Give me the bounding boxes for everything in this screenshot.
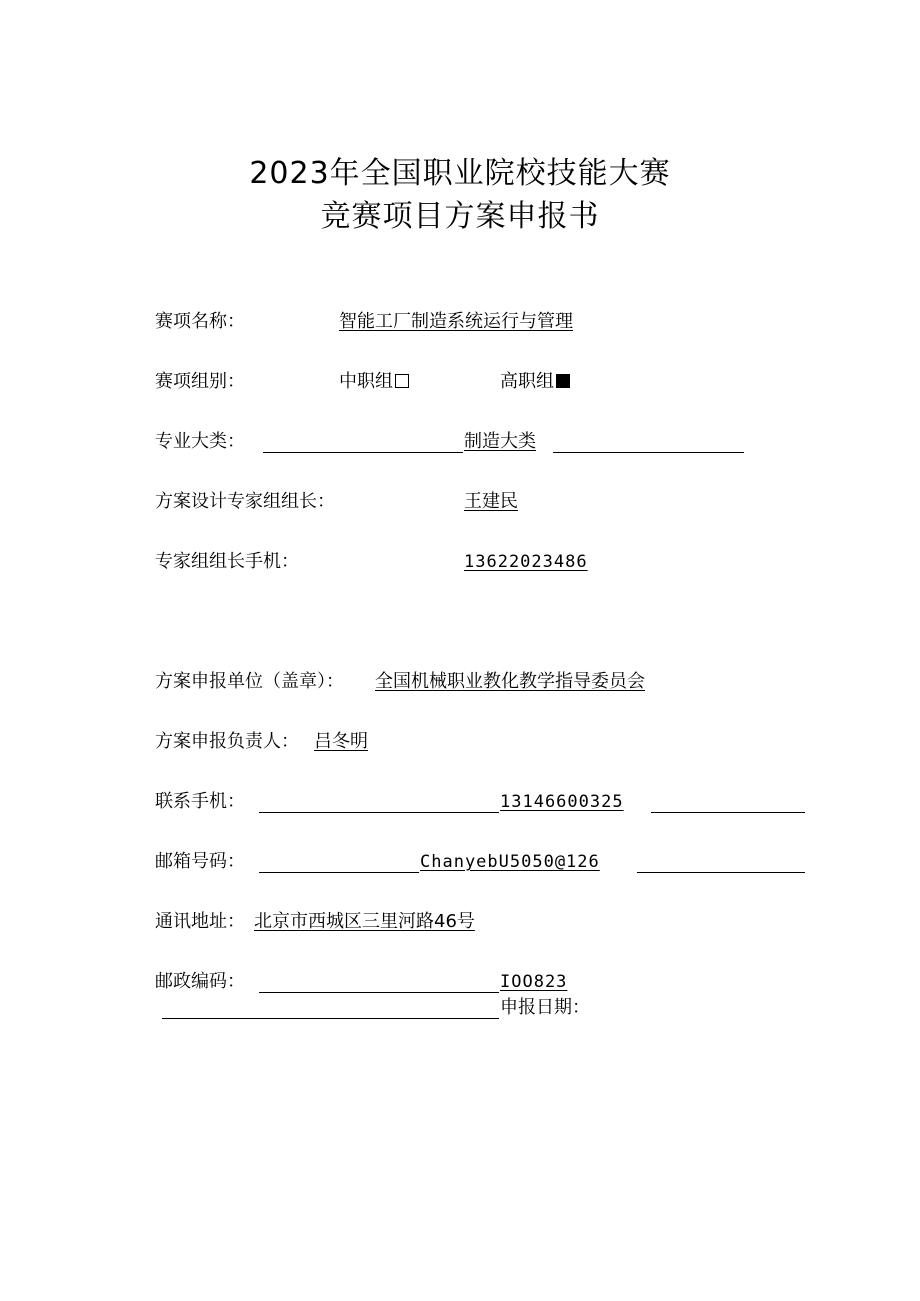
apply-date-label: 申报日期： [500, 997, 590, 1018]
contact-phone-value: 13146600325 [500, 792, 624, 812]
option-secondary-vocational[interactable] [339, 369, 409, 395]
email-label: 邮箱号码： [155, 851, 245, 872]
leader-phone-label: 专家组组长手机： [155, 551, 299, 572]
title-line-2: 竞赛项目方案申报书 [320, 199, 600, 234]
contact-phone-line-left [259, 812, 499, 813]
applicant-person-value: 吕冬明 [314, 731, 368, 752]
major-category-value: 制造大类 [464, 431, 536, 452]
postal-code-line-left [259, 992, 499, 993]
expert-leader-label: 方案设计专家组组长： [155, 491, 335, 512]
option-secondary-vocational-label: 中职组 [339, 371, 393, 392]
postal-code-label: 邮政编码： [155, 971, 245, 992]
email-value: ChanyebU5050@126 [420, 852, 600, 872]
event-name-label: 赛项名称： [155, 311, 245, 332]
apply-date-line [162, 1018, 499, 1019]
email-line-right [637, 872, 805, 873]
applicant-person-label: 方案申报负责人： [155, 731, 299, 752]
applicant-unit-label: 方案申报单位（盖章）： [155, 671, 344, 692]
address-value: 北京市西城区三里河路46号 [254, 911, 475, 932]
major-category-line-left [263, 452, 463, 453]
title-line-1: 2023年全国职业院校技能大赛 [249, 156, 671, 191]
event-name-value: 智能工厂制造系统运行与管理 [339, 311, 573, 332]
address-label: 通讯地址： [155, 911, 245, 932]
leader-phone-value: 13622023486 [464, 552, 588, 572]
expert-leader-value: 王建民 [464, 491, 518, 512]
contact-phone-line-right [651, 812, 805, 813]
major-category-line-right [553, 452, 744, 453]
checkbox-secondary-vocational[interactable] [395, 374, 409, 388]
event-group-label: 赛项组别： [155, 371, 245, 392]
checkbox-higher-vocational[interactable] [556, 374, 570, 388]
postal-code-value: IOO823 [500, 972, 568, 992]
contact-phone-label: 联系手机： [155, 791, 245, 812]
option-higher-vocational[interactable] [500, 369, 570, 395]
applicant-unit-value: 全国机械职业教化教学指导委员会 [375, 671, 645, 692]
option-higher-vocational-label: 高职组 [500, 371, 554, 392]
major-category-label: 专业大类： [155, 431, 245, 452]
email-line-left [259, 872, 419, 873]
